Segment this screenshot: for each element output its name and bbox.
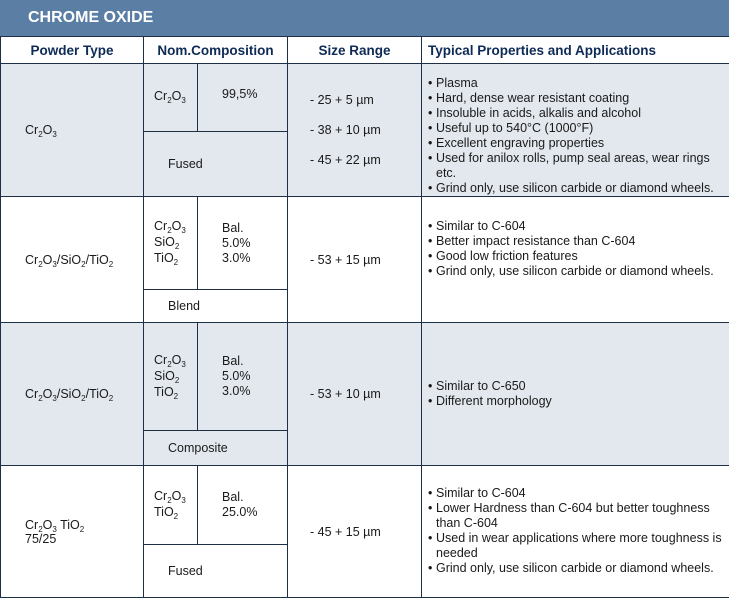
size-value: - 45 + 15 µm [310,517,421,547]
form-cell: Blend [144,290,288,323]
property-item: • Excellent engraving properties [428,136,729,151]
size-value: - 53 + 10 µm [310,379,421,409]
property-item: • Used in wear applications where more toughness is needed [428,531,729,561]
formula-cell: $Cr_2O_3$ SiO$_2$ TiO$_2$ [144,197,198,290]
powder-type-cell: $Cr_2O_3/SiO_2/TiO_2$ [1,197,144,323]
powder-type-cell: $Cr_2O_3/SiO_2/TiO_2$ [1,323,144,466]
table-row [1,197,729,290]
composition-value [198,323,288,431]
composition-value-line: 5.0% [222,236,287,251]
properties-cell [422,323,729,466]
composition-value-line: 25.0% [222,505,287,520]
property-item: • Grind only, use silicon carbide or diamond wheels. [428,561,729,576]
property-item: • Different morphology [428,394,729,409]
property-item: • Similar to C-650 [428,379,729,394]
property-item: • Grind only, use silicon carbide or diamond wheels. [428,264,729,279]
property-item: • Insoluble in acids, alkalis and alcohol [428,106,729,121]
powder-type-cell: $Cr_2O_3$ [1,64,144,197]
composition-value-line: Bal. [222,354,287,369]
header-size-range: Size Range [288,37,422,64]
powder-type-cell: $Cr_2O_3$ TiO$_2$ 75/25 [1,466,144,598]
size-range-cell [288,323,422,466]
property-item: • Useful up to 540°C (1000°F) [428,121,729,136]
composition-value: 99,5% [198,64,288,132]
formula-cell: $Cr_2O_3$ TiO$_2$ [144,466,198,545]
property-item: • Better impact resistance than C-604 [428,234,729,249]
size-value: - 45 + 22 µm [310,145,421,175]
form-cell: Composite [144,431,288,466]
page-title: CHROME OXIDE [0,0,729,36]
composition-value [198,197,288,290]
size-value: - 25 + 5 µm [310,85,421,115]
size-range-cell [288,197,422,323]
property-item: • Lower Hardness than C-604 but better toughness than C-604 [428,501,729,531]
size-value: - 53 + 15 µm [310,245,421,275]
property-item: • Plasma [428,76,729,91]
powder-ratio: 75/25 [25,532,143,546]
size-range-cell [288,64,422,197]
chrome-oxide-table [0,36,729,598]
form-cell: Fused [144,131,288,197]
composition-value-line: 3.0% [222,384,287,399]
properties-cell [422,466,729,598]
properties-cell [422,64,729,197]
property-item: • Similar to C-604 [428,486,729,501]
property-item: • Hard, dense wear resistant coating [428,91,729,106]
composition-value [198,466,288,545]
table-row [1,64,729,132]
header-properties: Typical Properties and Applications [422,37,729,64]
properties-cell [422,197,729,323]
table-row [1,323,729,431]
composition-value-line: 5.0% [222,369,287,384]
composition-value-line: Bal. [222,221,287,236]
header-powder-type: Powder Type [1,37,144,64]
formula-cell: $Cr_2O_3$ SiO$_2$ TiO$_2$ [144,323,198,431]
property-item: • Used for anilox rolls, pump seal areas, wear rings etc. [428,151,729,181]
header-nom-composition: Nom.Composition [144,37,288,64]
property-item: • Similar to C-604 [428,219,729,234]
property-item: • Grind only, use silicon carbide or diamond wheels. [428,181,729,196]
composition-value-line: 3.0% [222,251,287,266]
property-item: • Good low friction features [428,249,729,264]
composition-value-line: Bal. [222,490,287,505]
table-row [1,466,729,545]
formula-cell: $Cr_2O_3$ [144,64,198,132]
form-cell: Fused [144,545,288,598]
size-value: - 38 + 10 µm [310,115,421,145]
size-range-cell [288,466,422,598]
